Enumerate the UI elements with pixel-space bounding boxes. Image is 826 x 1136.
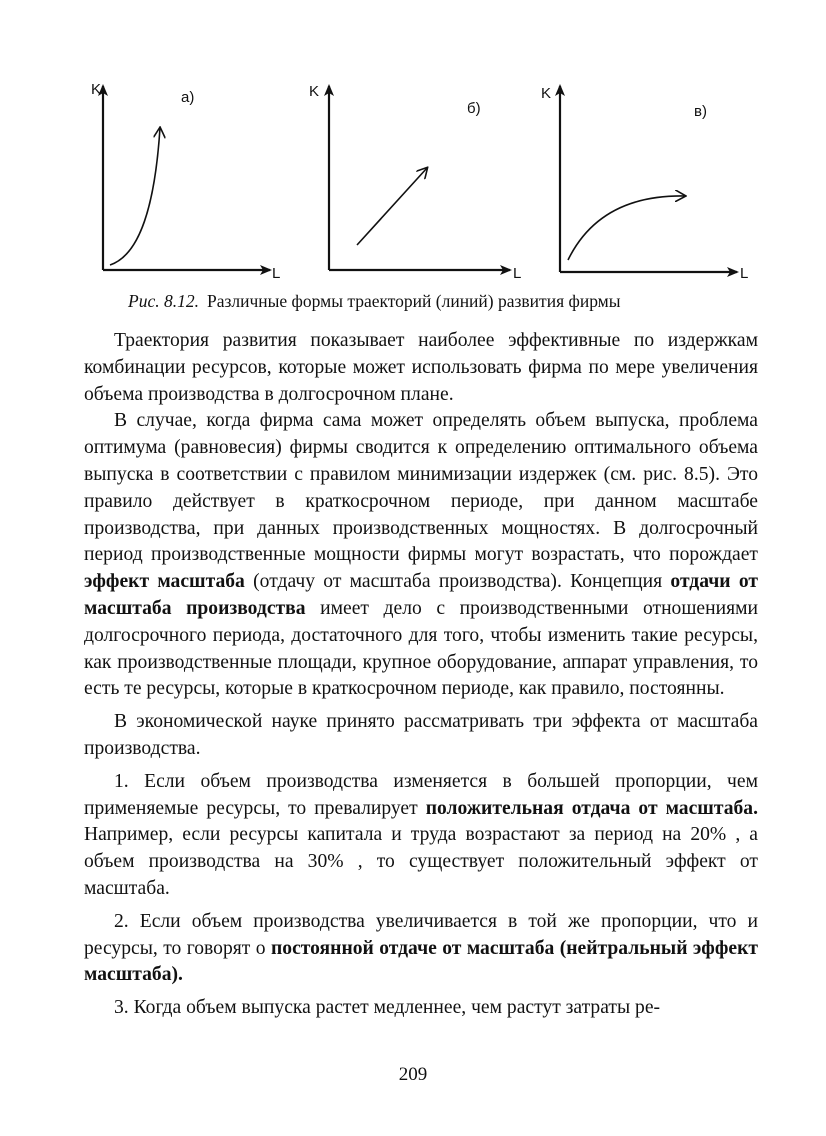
panel-b-line xyxy=(357,168,427,245)
paragraph-4-text-a: 1. Если объем производства изменяется в большей пропорции, чем применяемые ресурсы, то превалирует xyxy=(84,770,758,819)
term-scale-effect: эффект масштаба xyxy=(84,571,245,593)
paragraph-2 xyxy=(84,408,758,703)
body-text xyxy=(84,328,758,1022)
paragraph-2-text-d: имеет дело с производственными отношениями долгосрочного периода, достаточного для того, чтобы изменить такие ресурсы, как производственные площади, крупное оборудование, аппарат управления, то есть те ресурсы, которые в краткосрочном периоде, как правило, постоянны. xyxy=(84,597,758,700)
term-positive-returns: положительная отдача от масштаба. xyxy=(425,797,758,819)
paragraph-5 xyxy=(84,909,758,989)
term-constant-returns: постоянной отдаче от масштаба (нейтральный эффект масштаба). xyxy=(84,937,758,986)
paragraph-2-text-c: (отдачу от масштаба производства). Концепция xyxy=(244,571,671,593)
panel-a-curve xyxy=(110,128,160,265)
paragraph-3: В экономической науке принято рассматривать три эффекта от масштаба производства. xyxy=(84,711,758,759)
paragraph-2-text-a: В случае, когда фирма сама может определять объем выпуска, проблема оптимума (равновесия) фирмы сводится к определению оптимального объема выпуска в соответствии с правилом минимизации издержек (см. рис. 8.5). Это правило действует в краткосрочном периоде, при данном масштабе производства, при данных производственных мощностях. В долгосрочный период производственные мощности фирмы могут возрастать, что порождает xyxy=(84,410,758,566)
panel-a xyxy=(103,86,270,270)
paragraph-4-text-c: Например, если ресурсы капитала и труда возрастают за период на 20% , а объем производства на 30% , то существует положительный эффект от масштаба. xyxy=(84,824,758,899)
panel-a-x-label: L xyxy=(272,265,281,282)
panel-b-x-label: L xyxy=(513,265,522,282)
panel-a-label: а) xyxy=(181,89,195,106)
figure-8-12 xyxy=(0,0,826,300)
caption-text: Различные формы траекторий (линий) развития фирмы xyxy=(206,291,621,311)
panel-c-y-label: K xyxy=(541,85,552,102)
panel-b-y-label: K xyxy=(309,83,320,100)
figure-caption xyxy=(128,291,768,312)
panel-c-x-label: L xyxy=(740,265,749,282)
caption-number: Рис. 8.12. xyxy=(128,291,199,311)
paragraph-4 xyxy=(84,769,758,903)
paragraph-6: 3. Когда объем выпуска растет медленнее, чем растут затраты ре- xyxy=(114,997,661,1019)
paragraph-5-text-a: 2. Если объем производства увеличивается в той же пропорции, что и ресурсы, то говорят о xyxy=(84,910,758,959)
panel-c-label: в) xyxy=(694,103,707,120)
panel-a-y-label: K xyxy=(91,81,102,98)
panel-b xyxy=(329,86,510,270)
term-returns-to-scale: отдачи от масштаба производства xyxy=(84,571,759,619)
panel-c-curve xyxy=(568,196,685,260)
page-number: 209 xyxy=(398,1064,428,1085)
panel-b-label: б) xyxy=(467,100,481,117)
paragraph-1: Траектория развития показывает наиболее эффективные по издержкам комбинации ресурсов, которые может использовать фирма по мере увеличения объема производства в долгосрочном плане. xyxy=(84,330,758,405)
panel-c xyxy=(560,86,737,272)
trajectory-diagrams xyxy=(0,0,826,300)
